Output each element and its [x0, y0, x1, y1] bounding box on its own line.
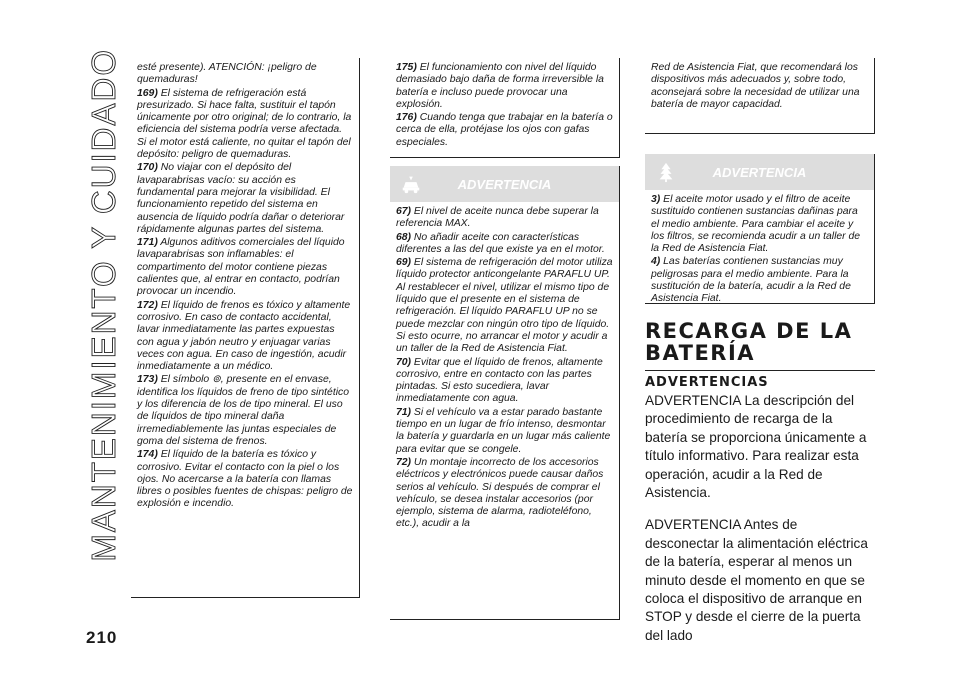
warning-label: ADVERTENCIA	[712, 164, 807, 180]
note: 3) El aceite motor usado y el filtro de aceite sustituido contienen sustancias dañinas para el medio ambiente. Para cambiar el aceite y los filtros, se recomienda acudir a un taller de la Red de Asistencia Fiat.	[651, 194, 861, 255]
note: Red de Asistencia Fiat, que recomendará los dispositivos más adecuados y, sobre todo, aconsejará sobre la necesidad de utilizar una batería de mayor capacidad.	[651, 62, 860, 110]
paragraph: ADVERTENCIA La descripción del procedimiento de recarga de la batería se proporciona únicamente a título informativo. Para realizar esta operación, acudir a la Red de Asistencia.	[645, 393, 867, 501]
spacer	[645, 134, 875, 154]
column-3	[645, 58, 875, 659]
notes-box	[645, 58, 875, 134]
note: 172) El líquido de frenos es tóxico y altamente corrosivo. En caso de contacto accidental, lavar inmediatamente las partes expuestas con agua y jabón neutro y enjuagar varias veces con agua. En caso de ingestión, acudir inmediatamente a un médico.	[137, 299, 351, 373]
column-1	[131, 58, 360, 598]
side-title: MANTENIMIENTO Y CUIDADO	[85, 48, 122, 562]
note: 170) No viajar con el depósito del lavaparabrisas vacío: su acción es fundamental para mejorar la visibilidad. El funcionamiento repetido del sistema en ausencia de líquido podría dañar o deteriorar rápidamente algunas partes del sistema.	[137, 162, 345, 235]
note: 171) Algunos aditivos comerciales del líquido lavaparabrisas son inflamables: el compartimento del motor contiene piezas calientes que, al entrar en contacto, podrían provocar un incendio.	[137, 237, 345, 298]
warning-label: ADVERTENCIA	[457, 176, 552, 192]
warning-box	[390, 166, 620, 620]
warning-box	[645, 154, 875, 304]
note: 173) El símbolo ⊚, presente en el envase, identifica los líquidos de freno de tipo sintético y los diferencia de los de tipo mineral. El uso de líquidos de tipo mineral daña irremediablemente las juntas especiales de goma del sistema de frenos.	[137, 374, 349, 447]
note: 68) No añadir aceite con características diferentes a las del que existe ya en el motor.	[396, 231, 605, 255]
column-2	[390, 58, 620, 620]
warning-notes	[645, 194, 874, 306]
notes-box	[390, 58, 620, 158]
note: 169) El sistema de refrigeración está presurizado. Si hace falta, sustituir el tapón únicamente por otro original; de lo contrario, la eficiencia del sistema podría verse afectada. Si el motor está caliente, no quitar el tapón del depósito: peligro de quemaduras.	[137, 87, 352, 161]
note: 175) El funcionamiento con nivel del líquido demasiado bajo daña de forma irreversible la batería e incluso puede provocar una explosión.	[396, 62, 604, 110]
note: 70) Evitar que el líquido de frenos, altamente corrosivo, entre en contacto con las partes pintadas. Si esto sucediera, lavar inmediatamente con agua.	[396, 356, 603, 405]
page-number: 210	[86, 628, 118, 647]
warning-notes	[390, 206, 619, 531]
warning-header	[390, 166, 619, 202]
paragraph: ADVERTENCIA Antes de desconectar la alimentación eléctrica de la batería, esperar al menos un minuto desde el momento en que se coloca el dispositivo de arranque en STOP y desde el cierre de la puerta del lado	[645, 517, 868, 643]
note: 174) El líquido de la batería es tóxico y corrosivo. Evitar el contacto con la piel o los ojos. No acercarse a la batería con llamas libres o posibles fuentes de chispas: peligro de explosión e incendio.	[137, 449, 353, 510]
note: esté presente). ATENCIÓN: ¡peligro de quemaduras!	[137, 62, 317, 86]
note: 176) Cuando tenga que trabajar en la batería o cerca de ella, protéjase los ojos con gafas especiales.	[396, 112, 613, 148]
subsection-title: ADVERTENCIAS	[645, 375, 769, 390]
note: 67) El nivel de aceite nunca debe superar la referencia MAX.	[396, 206, 599, 230]
note: 69) El sistema de refrigeración del motor utiliza líquido protector anticongelante PARAFLU UP. Al restablecer el nivel, utilizar el mismo tipo de líquido que el presente en el sistema de refrigeración. El líquido PARAFLU UP no se puede mezclar con ningún otro tipo de líquido. Si esto ocurre, no arrancar el motor y acudir a un taller de la Red de Asistencia Fiat.	[396, 257, 613, 355]
note: 72) Un montaje incorrecto de los accesorios eléctricos y electrónicos puede causar daños serios al vehículo. Si después de comprar el vehículo, se desea instalar accesorios (por ejemplo, sistema de alarma, radioteléfono, etc.), acudir a la	[396, 456, 604, 530]
note: 4) Las baterías contienen sustancias muy peligrosas para el medio ambiente. Para la sustitución de la batería, acudir a la Red de Asistencia Fiat.	[651, 256, 851, 305]
note: 71) Si el vehículo va a estar parado bastante tiempo en un lugar de frío intenso, desmontar la batería y guardarla en un lugar más caliente para evitar que se congele.	[396, 406, 611, 455]
section-title: RECARGA DE LA BATERÍA	[645, 320, 875, 371]
warning-header	[645, 154, 874, 190]
